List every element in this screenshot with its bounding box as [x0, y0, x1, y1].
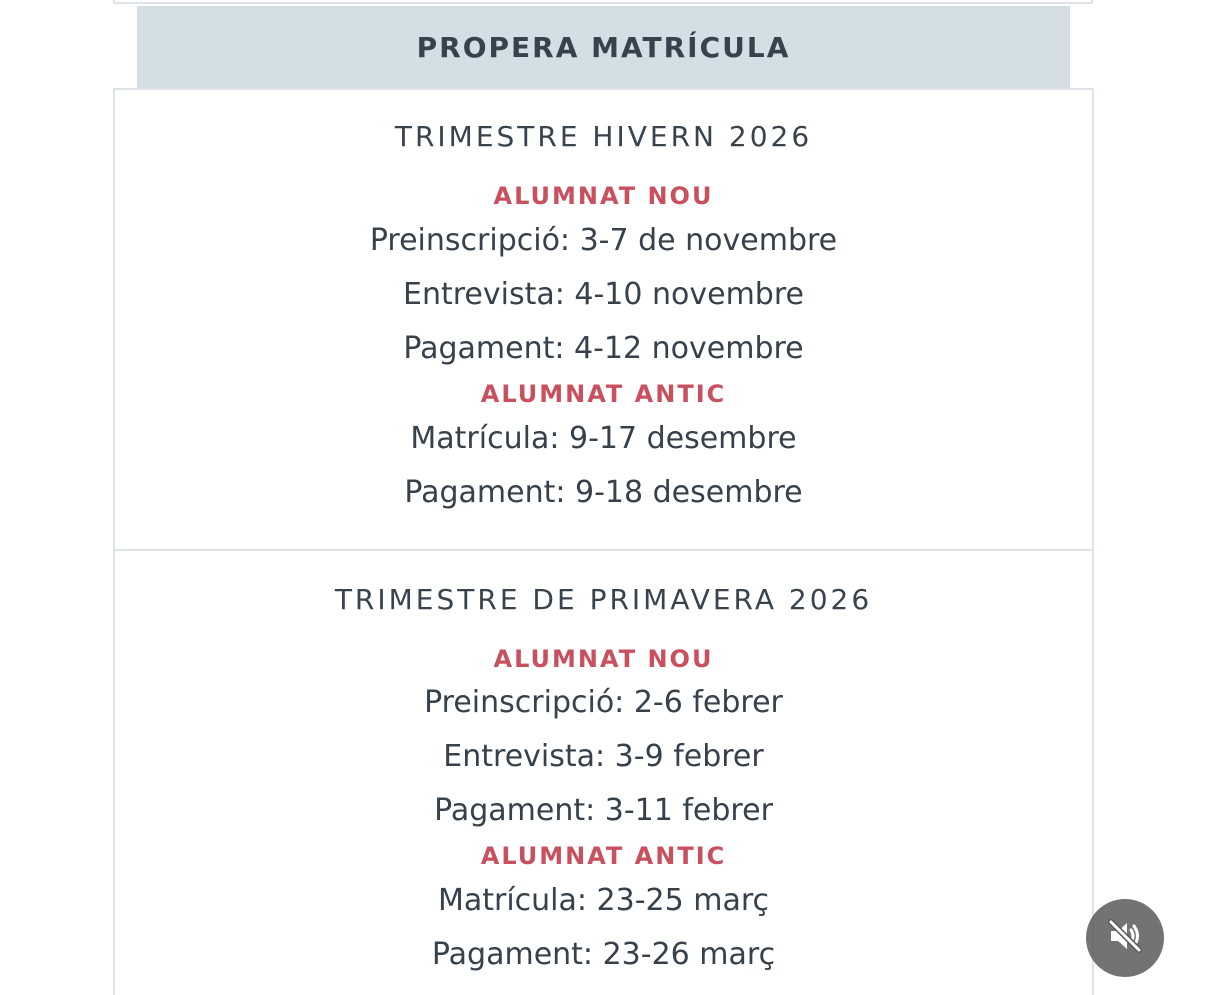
term-title: TRIMESTRE DE PRIMAVERA 2026	[334, 583, 873, 616]
speaker-muted-icon	[1105, 916, 1145, 960]
date-line: Pagament: 23-26 març	[431, 937, 776, 972]
term-card-winter	[113, 88, 1094, 552]
date-line: Matrícula: 23-25 març	[437, 883, 770, 918]
date-line: Pagament: 3-11 febrer	[434, 793, 773, 828]
date-line: Pagament: 4-12 novembre	[403, 331, 804, 366]
previous-card-edge	[113, 0, 1093, 4]
group-label-new-students: ALUMNAT NOU	[493, 645, 714, 673]
group-label-returning-students: ALUMNAT ANTIC	[480, 842, 727, 870]
date-line: Entrevista: 4-10 novembre	[403, 277, 804, 312]
group-label-new-students: ALUMNAT NOU	[493, 182, 714, 210]
term-title: TRIMESTRE HIVERN 2026	[394, 120, 813, 153]
section-title: PROPERA MATRÍCULA	[416, 30, 791, 64]
date-line: Preinscripció: 3-7 de novembre	[369, 223, 838, 258]
date-line: Entrevista: 3-9 febrer	[443, 739, 764, 774]
term-card-spring	[113, 549, 1094, 995]
section-header	[137, 6, 1070, 88]
group-label-returning-students: ALUMNAT ANTIC	[480, 380, 727, 408]
mute-toggle-button[interactable]	[1086, 899, 1164, 977]
date-line: Preinscripció: 2-6 febrer	[424, 685, 783, 720]
date-line: Matrícula: 9-17 desembre	[410, 421, 797, 456]
date-line: Pagament: 9-18 desembre	[404, 475, 803, 510]
